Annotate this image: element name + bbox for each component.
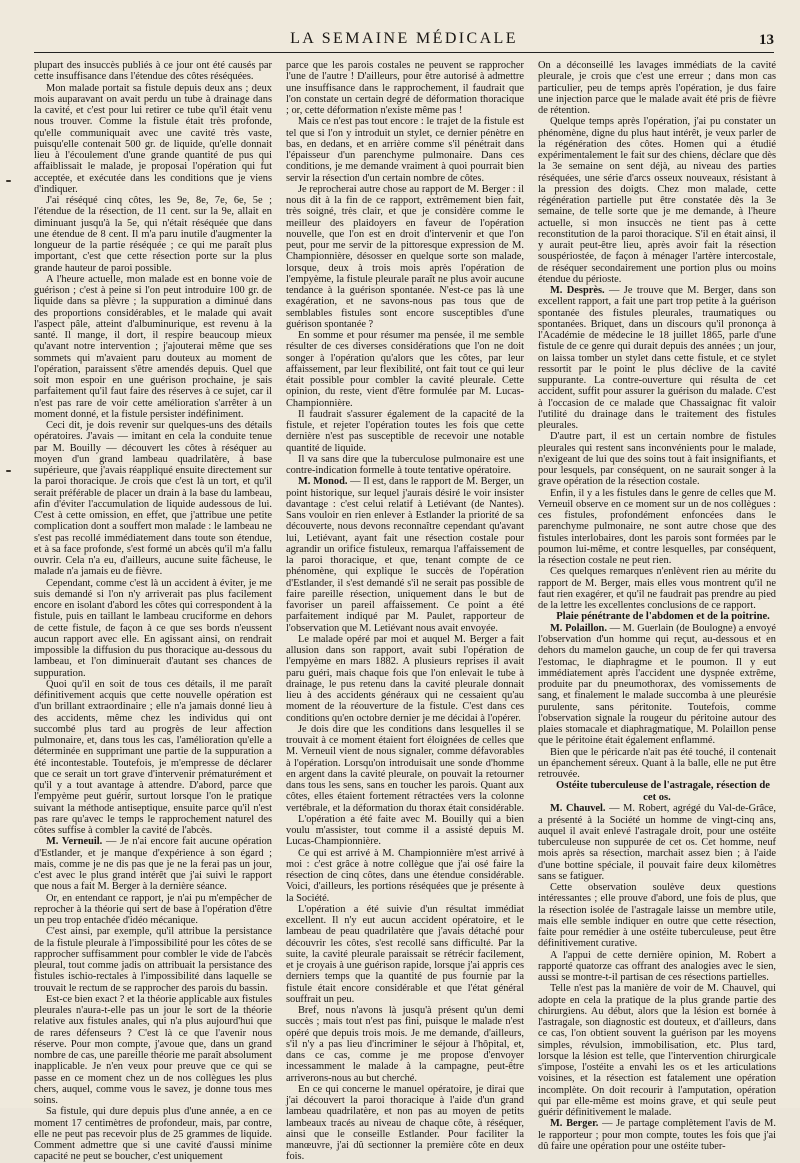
paragraph: Telle n'est pas la manière de voir de M. Chauvel, qui adopte en cela la pratique de la plus grande partie des chirurgiens. Au début, alors que la lésion est bornée à l'astragale, son diagnostic est douteux, et d'ailleurs, dans ce cas, l'on obtient souvent la guérison par les moyens simples, révulsion, immobilisation, etc. Plus tard, lorsque la lésion est telle, que l'intervention chirurgicale s'impose, l'ostéite a envahi les os et les articulations voisines, et la résection est fatalement une opération incomplète. On doit recourir à l'amputation, opération qui par elle-même est moins grave, et qui seule peut guérir définitivement le malade. [538,983,776,1118]
paragraph: M. Berger. — Je partage complètement l'avis de M. le rapporteur ; pour mon compte, toutes les fois que j'ai dû faire une opération pour une ostéite tuber- [538,1118,776,1152]
paragraph: Cependant, comme c'est là un accident à éviter, je me suis demandé si l'on n'y arriverait pas plus facilement encore en isolant d'abord les côtes qui correspondent à la fistule, puis en taillant le lambeau cruciforme en dehors de cette fistule, de façon à ce que ses bords n'eussent aucun rapport avec elle. En agissant ainsi, on rendrait impossible la diffusion du pus thoracique au-dessous du lambeau, et l'on diminuerait d'autant ses chances de suppuration. [34,577,272,679]
paragraph: A l'heure actuelle, mon malade est en bonne voie de guérison ; c'est à peine si l'on peut introduire 100 gr. de liquide dans sa plèvre ; la suppuration a diminué dans des proportions considérables, et le malade qui avait l'aspect pâle, atteint d'albuminurique, est revenu à la santé. Il mange, il dort, il respire beaucoup mieux qu'avant notre intervention ; j'ajouterai même que ses sommets qui m'avaient paru douteux au moment de l'opération, paraissent s'être amendés depuis. Quel que soit mon espoir en une guérison prochaine, je sais parfaitement qu'il faut faire des réserves à ce sujet, car il n'est pas rare de voir cette amélioration s'arrêter à un moment donné, et la fistule persister indéfiniment. [34,273,272,420]
paragraph: En ce qui concerne le manuel opératoire, je dirai que j'ai découvert la paroi thoracique à l'aide d'un grand lambeau quadrilatère, et non pas au moyen de petits lambeaux tracés au niveau de chaque côte, à réséquer, ainsi que le conseille Estlander. Pour faciliter la manœuvre, j'ai dû sectionner la première côte en deux fois. [286,1083,524,1163]
paragraph: M. Chauvel. — M. Robert, agrégé du Val-de-Grâce, a présenté à la Société un homme de vingt-cinq ans, auquel il avait enlevé l'astragale droit, pour une ostéite tuberculeuse non suppurée de cet os. Cet homme, neuf mois après sa résection, marchait assez bien ; à l'aide d'une bottine spéciale, il pouvait faire deux kilomètres sans se fatiguer. [538,803,776,882]
section-heading: Plaie pénétrante de l'abdomen et de la poitrine. [556,611,770,623]
paragraph: L'opération a été suivie d'un résultat immédiat excellent. Il n'y eut aucun accident opératoire, et le lambeau de peau quadrilatère que j'avais détaché pour découvrir les côtes, s'est recollé sans difficulté. Par la suite, la cavité pleurale paraissait se rétrécir facilement, et je croyais à une guérison rapide, lorsque j'ai appris ces derniers temps que la quantité de pus fournie par la fistule était encore considérable et que l'état général souffrait un peu. [286,903,524,1005]
speaker-name: M. Verneuil. [46,836,103,848]
paragraph: Sa fistule, qui dure depuis plus d'une année, a en ce moment 17 centimètres de profondeur, mais, par contre, elle ne peut pas recevoir plus de 25 grammes de liquide. Comment admettre que si une cavité d'aussi minime capacité ne peut se boucher, c'est uniquement [34,1106,272,1163]
journal-title: LA SEMAINE MÉDICALE [290,30,518,47]
paragraph: Bref, nous n'avons là jusqu'à présent qu'un demi succès ; mais tout n'est pas fini, puisque le malade n'est opéré que depuis trois mois. Je me demande, d'ailleurs, s'il n'y a pas lieu d'incriminer le séjour à l'hôpital, et, dans ce cas, comme je me propose d'envoyer incessamment le malade à la campagne, peut-être arriverons-nous au but cherché. [286,1005,524,1084]
paragraph: M. Verneuil. — Je n'ai encore fait aucune opération d'Estlander, et je manque d'expérience à son égard ; mais, comme je ne dis pas que je ne la ferai pas un jour, c'est avec le plus grand intérêt que j'ai suivi le rapport que nous a fait M. Berger à la dernière séance. [34,836,272,893]
paragraph: Je reprocherai autre chose au rapport de M. Berger : il nous dit à la fin de ce rapport, extrêmement bien fait, très soigné, très clair, et que je considère comme le meilleur des plaidoyers en faveur de l'opération nouvelle, que l'on est en droit d'intervenir et que l'on peut, pour me servir de la pittoresque expression de M. Championnière, désosser en quelque sorte son malade, lorsque, deux à trois mois après l'opération de l'empyème, la fistule pleurale paraît ne plus avoir aucune tendance à la guérison spontanée. N'est-ce pas là une exagération, et ne savons-nous pas tous que de semblables fistules sont encore susceptibles d'une guérison spontanée ? [286,183,524,330]
paragraph: En somme et pour résumer ma pensée, il me semble résulter de ces diverses considérations que l'on ne doit songer à l'opération qu'alors que les côtes, par leur affaissement, par leur flexibilité, ont fait tout ce qui leur était possible pour combler la cavité pleurale. Cette opinion, du reste, vient d'être formulée par M. Lucas-Championnière. [286,330,524,409]
margin-mark [6,470,11,472]
column-1 [34,60,272,1163]
paragraph: L'opération a été faite avec M. Bouilly qui a bien voulu m'assister, tout comme il a assisté depuis M. Lucas-Championnière. [286,813,524,848]
paragraph: plupart des insuccès publiés à ce jour ont été causés par cette insuffisance dans l'étendue des côtes réséquées. [34,60,272,83]
paragraph: Cette observation soulève deux questions intéressantes ; elle prouve d'abord, une fois de plus, que la résection isolée de l'astragale laisse un membre utile, mais elle semble indiquer en outre que cette résection, faite pour remédier à une ostéite tuberculeuse, peut être définitivement curative. [538,882,776,950]
paragraph: Quelque temps après l'opération, j'ai pu constater un phénomène, digne du plus haut intérêt, je veux parler de la régénération des côtes. Homen qui a étudié expérimentalement le fait sur des chiens, déclare que dès la 3e semaine on sent déjà, au niveau des parties réséquées, une série d'arcs osseux nouveaux, résistant à la pression des doigts. Chez mon malade, cette régénération partielle put être constatée dès la 3e semaine, de telle sorte que je me demande, à l'heure actuelle, si mon insuccès ne tient pas à cette reconstitution de la paroi thoracique. S'il en était ainsi, il y aurait peut-être lieu, après avoir fait la résection souspériostée, de façon à ménager l'artère intercostale, de réséquer secondairement une portion plus ou moins étendue du périoste. [538,116,776,285]
paragraph: D'autre part, il est un certain nombre de fistules pleurales qui restent sans inconvénients pour le malade, n'exigeant de lui que des soins tout à fait insignifiants, et pour lesquels, par conséquent, on ne saurait songer à la grave opération de la résection costale. [538,431,776,488]
paragraph: Ce qui est arrivé à M. Championnière m'est arrivé à moi : c'est grâce à notre collègue que j'ai osé faire la résection de cinq côtes, dans une étendue considérable. Voici, d'ailleurs, les portions réséquées que je présente à la Société. [286,847,524,904]
text-columns [34,60,776,1163]
paragraph: Enfin, il y a les fistules dans le genre de celles que M. Verneuil observe en ce moment sur un de nos collègues : ces fistules, profondément enfoncées dans le parenchyme pulmonaire, ne sont autre chose que des fistules interlobaires, dont les parois sont formées par le poumon lui-même, et contre lesquelles, par conséquent, la résection costale ne peut rien. [538,487,776,566]
paragraph: Ces quelques remarques n'enlèvent rien au mérite du rapport de M. Berger, mais elles vous montrent qu'il ne faut rien exagérer, et qu'il ne faudrait pas prendre au pied de la lettre les excellentes conclusions de ce rapport. [538,566,776,611]
paragraph: Ceci dit, je dois revenir sur quelques-uns des détails opératoires. J'avais — imitant en cela la conduite tenue par M. Bouilly — découvert les côtes à réséquer au moyen d'un grand lambeau quadrilatère, à base supérieure, que j'avais réappliqué ensuite directement sur la paroi thoracique. Je crois que c'est là un tort, et qu'il serait préférable de placer un drain à la base du lambeau, afin d'éviter l'accumulation de liquide audessous de lui. C'est à cette omission, en effet, que j'attribue une petite complication dont a souffert mon malade : le lambeau ne s'est pas recollé immédiatement dans toute son étendue, et à sa face profonde, s'est formé un abcès qu'il m'a fallu ouvrir. Cela n'a eu, d'ailleurs, aucune suite fâcheuse, le malade n'a jamais eu de fièvre. [34,420,272,578]
paragraph: Bien que le péricarde n'ait pas été touché, il contenait un épanchement séreux. Quant à la balle, elle ne put être retrouvée. [538,746,776,780]
speaker-name: M. Berger. [550,1118,599,1130]
paragraph: Il faudrait s'assurer également de la capacité de la fistule, et rejeter l'opération toutes les fois que cette dernière n'est pas susceptible de recevoir une notable quantité de liquide. [286,408,524,454]
speaker-name: M. Desprès. [550,285,605,296]
paragraph: Quoi qu'il en soit de tous ces détails, il me paraît définitivement acquis que cette nouvelle opération est d'un brillant extraordinaire ; elle n'a jamais donné lieu à des accidents, même chez les individus qui ont succombé plus tard au progrès de leur affection pulmonaire, et, dans tous les cas, l'amélioration qu'elle a déterminée en supprimant une partie de la suppuration a été incontestable. Toutefois, je m'empresse de déclarer que ce serait un tort grave d'intervenir prématurément et qu'il y a tout avantage à attendre. D'abord, parce que l'empyème peut guérir, surtout lorsque l'on le pratique suivant la méthode antiseptique, ensuite parce qu'il n'est pas rare qu'avec le temps le rapprochement naturel des côtes suffise à combler la cavité de l'abcès. [34,678,272,836]
paragraph: parce que les parois costales ne peuvent se rapprocher l'une de l'autre ! D'ailleurs, pour être autorisé à admettre une insuffisance dans le rapprochement, il faudrait que l'on constate un certain degré de déformation thoracique ; or, cette déformation n'existe même pas ! [286,60,524,116]
column-2 [286,60,525,1163]
paragraph: Il va sans dire que la tuberculose pulmonaire est une contre-indication formelle à toute tentative opératoire. [286,453,524,476]
paragraph: On a déconseillé les lavages immédiats de la cavité pleurale, je crois que c'est une erreur ; dans mon cas particulier, peu de temps après l'opération, je dus faire une injection parce que le malade avait été pris de fièvre de rétention. [538,60,776,116]
paragraph: M. Desprès. — Je trouve que M. Berger, dans son excellent rapport, a fait une part trop petite à la guérison spontanée des fistules pleurales, traumatiques ou spontanées. Briquet, dans un discours qu'il prononça à l'Académie de médecine le 18 juillet 1865, parle d'une fistule de ce genre qui durait depuis des années ; un jour, on laissa tomber un stylet dans cette fistule, et ce stylet ressortit par le point le plus déclive de la cavité suppurante. La contre-ouverture qui résulta de cet accident, suffit pour assurer la guérison du malade. C'est à l'occasion de ce malade que Chassaignac fit valoir l'utilité du drainage dans le traitement des fistules pleurales. [538,285,776,431]
paragraph: M. Polaillon. — M. Guerlain (de Boulogne) a envoyé l'observation d'un homme qui reçut, au-dessous et en dehors du mamelon gauche, un coup de fer qui traversa l'estomac, le diaphragme et le poumon. Il y eut immédiatement après l'accident une dyspnée extrême, produite par du pneumothorax, des vomissements de sang, et finalement le malade succomba à une pleurésie purulente, sans péritonite. Toutefois, comme l'observation signale la rougeur du péritoine autour des plaies stomacale et diaphragmatique, M. Polaillon pense que le péritoine était également enflammé. [538,622,776,747]
page-header [34,30,774,50]
paragraph: M. Monod. — Il est, dans le rapport de M. Berger, un point historique, sur lequel j'aurais désiré le voir insister davantage : c'est celui relatif à Letiévant (de Nantes). Sans vouloir en rien enlever à Estlander la priorité de sa découverte, nous devons reconnaître cependant qu'avant lui, Letiévant, ayant fait une résection costale pour agrandir un orifice fistuleux, remarqua l'affaissement de la paroi thoracique, et que, tenant compte de ce phénomène, qui explique le succès de l'opération d'Estlander, il s'est demandé s'il ne serait pas possible de faire pareille résection, uniquement dans le but de favoriser un pareil affaissement. Ce point a été parfaitement indiqué par M. Paulet, rapporteur de l'observation que M. Letiévant nous avait envoyée. [286,476,525,634]
paragraph: Je dois dire que les conditions dans lesquelles il se trouvait à ce moment étaient fort éloignées de celles que M. Verneuil vient de nous signaler, comme défavorables à l'opération. Lorsqu'on introduisait une sonde d'homme en argent dans la cavité pleurale, on pouvait la retourner dans tous les sens, sans en toucher les parois. Quant aux côtes, elles étaient fortement rétractées vers la colonne vertébrale, et la déformation du thorax était considérable. [286,723,525,814]
column-3 [538,60,776,1152]
paragraph: Or, en entendant ce rapport, je n'ai pu m'empêcher de reprocher à la théorie qui sert de base à l'opération d'être un peu trop entachée d'idéo mécanique. [34,892,272,926]
paragraph: Est-ce bien exact ? et la théorie applicable aux fistules pleurales n'aura-t-elle pas un jour le sort de la théorie relative aux fistules anales, qui n'a plus aujourd'hui que de rares défenseurs ? C'est là ce que l'avenir nous réserve. Pour mon compte, j'avoue que, dans un grand nombre de cas, une pareille théorie me paraît absolument inapplicable. Je n'en veux pour preuve que ce qui se passe en ce moment chez un de nos collègues les plus chers, auquel, comme vous le savez, je donne tous mes soins. [34,993,272,1106]
speaker-name: M. Polaillon. [550,622,607,634]
page-number: 13 [759,32,774,48]
section-heading: Ostéite tuberculeuse de l'astragale, résection de cet os. [556,780,770,803]
margin-mark [6,180,11,182]
header-rule [34,52,774,53]
paragraph: A l'appui de cette dernière opinion, M. Robert a rapporté quatorze cas offrant des analogies avec le sien, aussi se montre-t-il partisan de ces résections partielles. [538,949,776,983]
paragraph: J'ai réséqué cinq côtes, les 9e, 8e, 7e, 6e, 5e ; l'étendue de la résection, de 11 cent. sur la 9e, allait en diminuant jusqu'à la 5e, qui n'était réséquée que dans une étendue de 8 cent. Il m'a paru inutile d'augmenter la longueur de la partie réséquée ; ce qui me paraît plus important, c'est que cette résection porte sur la plus grande hauteur de paroi possible. [34,195,272,274]
paragraph: Mais ce n'est pas tout encore : le trajet de la fistule est tel que si l'on y introduit un stylet, ce dernier pénètre en bas, en dedans, et en arrière comme s'il pénétrait dans l'épaisseur d'un parenchyme pulmonaire. Dans ces conditions, je me demande vraiment à quoi pourrait bien servir la résection d'un certain nombre de côtes. [286,116,524,184]
speaker-name: M. Chauvel. [550,803,606,815]
speaker-name: M. Monod. [298,476,348,488]
paragraph: C'est ainsi, par exemple, qu'il attribue la persistance de la fistule pleurale à l'impossibilité pour les côtes de se rapprocher suffisamment pour combler le vide de l'abcès pleural, tout comme jadis on attribuait la persistance des fistules ischio-rectales à l'impossibilité dans laquelle se trouvait le rectum de se rapprocher des parois du bassin. [34,926,272,994]
paragraph: Le malade opéré par moi et auquel M. Berger a fait allusion dans son rapport, avait subi l'opération de l'empyème en mars 1882. A plusieurs reprises il avait paru guéri, mais chaque fois que l'on enlevait le tube à drainage, le pus retenu dans la cavité pleurale donnait lieu à des accidents généraux qui ne cessaient qu'au moment de la réouverture de la fistule. C'est dans ces conditions qu'en octobre dernier je me décidai à l'opérer. [286,633,524,724]
paragraph: Mon malade portait sa fistule depuis deux ans ; deux mois auparavant on avait perdu un tube à drainage dans la cavité, et c'est pour lui retirer ce tube qu'il était venu nous trouver. Comme la fistule était très profonde, qu'elle communiquait avec une cavité très vaste, puisqu'elle contenait 500 gr. de liquide, qu'elle donnait lieu à l'écoulement d'une grande quantité de pus qui affaiblissait le malade, je proposai l'opération qui fut acceptée, et exécutée dans les conditions que je viens d'indiquer. [34,82,272,195]
